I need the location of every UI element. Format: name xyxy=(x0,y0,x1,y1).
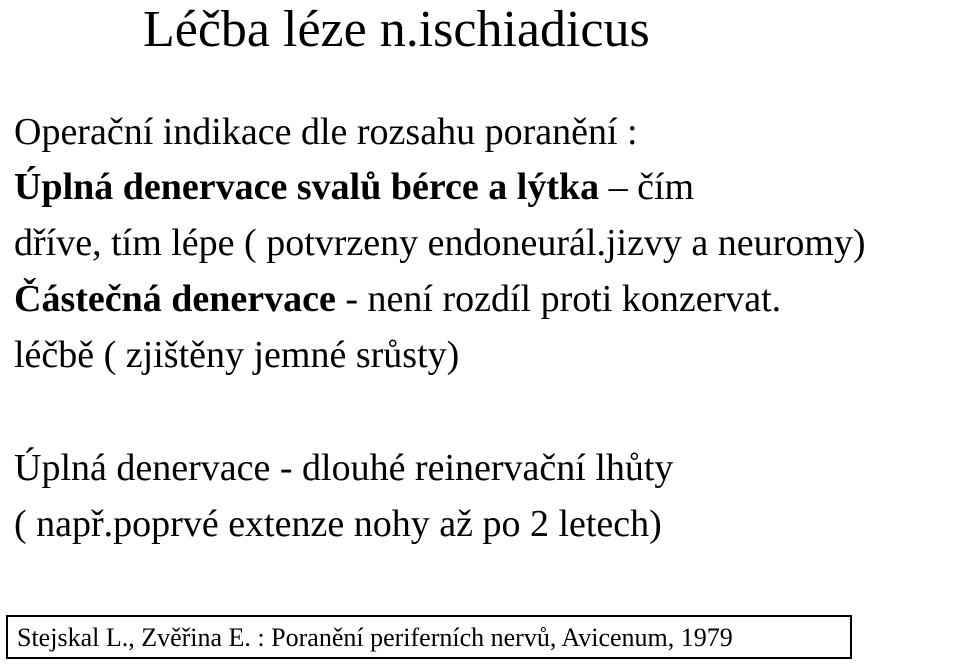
earlier-better-text: dříve, tím lépe ( potvrzeny endoneurál.jizvy a neuromy) xyxy=(14,222,866,264)
partial-denervation-text: - není rozdíl proti konzervat. xyxy=(335,278,782,320)
reference-box xyxy=(6,615,852,659)
full-denervation-muscles-text: – čím xyxy=(599,166,695,208)
full-denervation-muscles-label: Úplná denervace svalů bérce a lýtka xyxy=(14,166,600,208)
full-denervation-muscles-line xyxy=(14,168,694,206)
partial-denervation-label: Částečná denervace xyxy=(14,278,336,320)
conservative-treatment-text: léčbě ( zjištěny jemné srůsty) xyxy=(14,334,460,376)
reinnervation-line xyxy=(14,449,673,487)
reference-citation: Stejskal L., Zvěřina E. : Poranění periferních nervů, Avicenum, 1979 xyxy=(17,623,733,652)
conservative-treatment-line xyxy=(14,336,459,374)
partial-denervation-line xyxy=(14,280,781,318)
earlier-better-line xyxy=(14,224,866,262)
indication-heading-text: Operační indikace dle rozsahu poranění : xyxy=(14,111,638,153)
extension-example-text: ( např.poprvé extenze nohy až po 2 letech) xyxy=(14,503,662,545)
indication-heading xyxy=(14,113,638,151)
extension-example-line xyxy=(14,505,662,543)
reinnervation-text: Úplná denervace - dlouhé reinervační lhůty xyxy=(14,447,674,489)
slide-title: Léčba léze n.ischiadicus xyxy=(143,1,650,58)
